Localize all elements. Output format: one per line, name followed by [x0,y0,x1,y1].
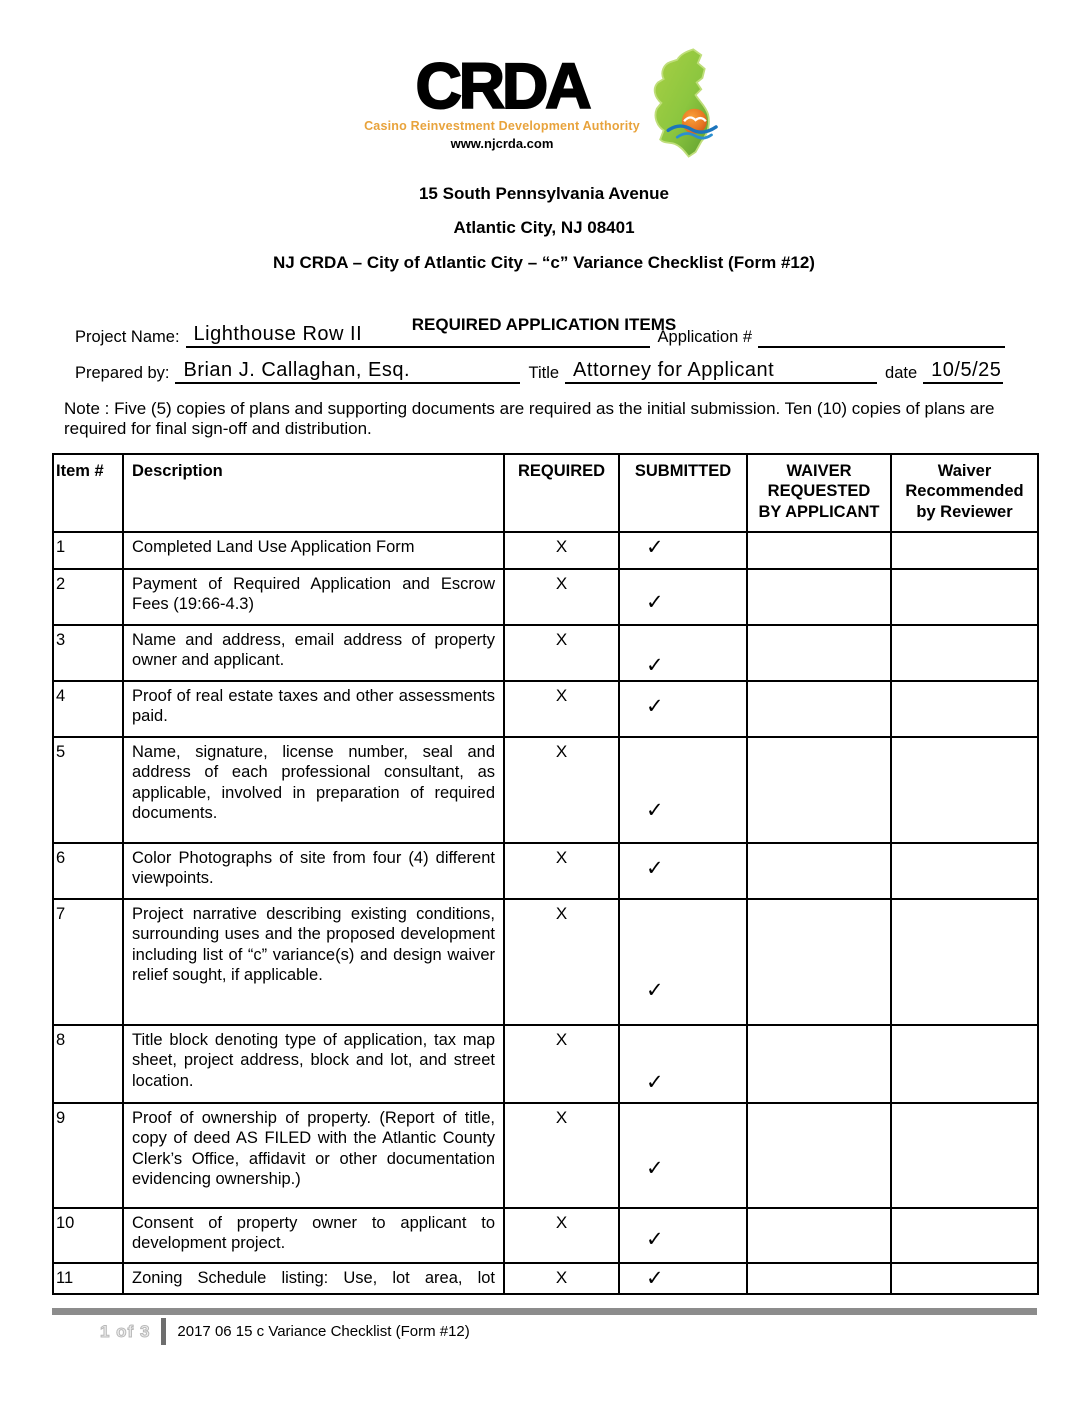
waiver-requested-cell [747,1208,891,1263]
waiver-recommended-cell [891,625,1038,681]
table-row [53,569,1038,625]
application-number-label: Application # [657,328,753,346]
required-mark: X [504,1103,619,1208]
waiver-recommended-cell [891,843,1038,899]
required-mark: X [504,899,619,1025]
crda-logo [0,0,1088,170]
waiver-requested-cell [747,1103,891,1208]
section-heading: REQUIRED APPLICATION ITEMS [411,315,677,334]
item-description: Project narrative describing existing conditions, surrounding uses and the proposed development including list of “c” variance(s) and design waiver relief sought, if applicable. [123,899,504,1025]
footer [100,1318,1088,1346]
waiver-requested-cell [747,1263,891,1294]
copies-note: Note : Five (5) copies of plans and supporting documents are required as the initial submission. Ten (10) copies of plans are required for final sign-off and distribution. [64,399,995,439]
waiver-recommended-cell [891,899,1038,1025]
checklist-table [52,453,1039,1295]
submitted-check-mark: ✓ [619,1025,747,1103]
column-header-submitted: SUBMITTED [619,454,747,532]
item-number: 4 [53,681,123,737]
address-line-1: 15 South Pennsylvania Avenue [418,184,670,203]
footer-divider-bar [52,1308,1037,1315]
checklist-body [53,532,1038,1294]
waiver-requested-cell [747,899,891,1025]
waiver-recommended-cell [891,1208,1038,1263]
waiver-requested-cell [747,625,891,681]
column-header-item: Item # [53,454,123,532]
new-jersey-state-icon [642,46,724,160]
title-label: Title [528,364,560,382]
application-number-value [758,345,766,346]
item-number: 11 [53,1263,123,1294]
required-mark: X [504,1263,619,1294]
address-line-2: Atlantic City, NJ 08401 [453,218,635,237]
prepared-by-label: Prepared by: [75,364,170,382]
footer-file-label: 2017 06 15 c Variance Checklist (Form #12) [177,1323,470,1341]
waiver-requested-cell [747,843,891,899]
required-mark: X [504,625,619,681]
item-number: 2 [53,569,123,625]
crda-logo-tagline: Casino Reinvestment Development Authority [364,119,640,133]
item-description: Proof of real estate taxes and other assessments paid. [123,681,504,737]
table-row [53,1208,1038,1263]
prepared-by-field [175,357,520,384]
checklist-header [53,454,1038,532]
item-number: 6 [53,843,123,899]
column-header-description: Description [123,454,504,532]
table-row [53,843,1038,899]
waiver-requested-cell [747,532,891,569]
waiver-requested-cell [747,569,891,625]
required-mark: X [504,681,619,737]
item-number: 5 [53,737,123,843]
footer-vertical-divider [161,1318,166,1345]
table-row [53,737,1038,843]
prepared-by-value: Brian J. Callaghan, Esq. [183,359,411,381]
submitted-check-mark: ✓ [619,737,747,843]
page-number: 1 of 3 [100,1321,151,1341]
title-field [565,357,877,384]
date-value: 10/5/25 [931,359,1002,381]
crda-logo-acronym: CRDA [415,50,589,122]
item-description: Zoning Schedule listing: Use, lot area, lot [123,1263,504,1294]
waiver-requested-cell [747,1025,891,1103]
submitted-check-mark: ✓ [619,569,747,625]
item-number: 3 [53,625,123,681]
required-mark: X [504,843,619,899]
project-name-field [186,321,650,348]
project-name-label: Project Name: [75,328,180,346]
item-number: 1 [53,532,123,569]
crda-logo-website: www.njcrda.com [450,136,554,151]
submitted-check-mark: ✓ [619,843,747,899]
item-number: 8 [53,1025,123,1103]
column-header-waiver-recommended: Waiver Recommended by Reviewer [891,454,1038,532]
waiver-recommended-cell [891,1263,1038,1294]
column-header-required: REQUIRED [504,454,619,532]
project-name-line [75,321,1088,348]
submitted-check-mark: ✓ [619,1103,747,1208]
prepared-by-line [75,357,1088,384]
table-row [53,899,1038,1025]
document-title: NJ CRDA – City of Atlantic City – “c” Variance Checklist (Form #12) [273,253,815,272]
waiver-recommended-cell [891,1025,1038,1103]
project-name-value: Lighthouse Row II [193,323,363,345]
table-row [53,1263,1038,1294]
table-row [53,1103,1038,1208]
waiver-recommended-cell [891,569,1038,625]
item-number: 10 [53,1208,123,1263]
table-row [53,1025,1038,1103]
submitted-check-mark: ✓ [619,1208,747,1263]
waiver-recommended-cell [891,532,1038,569]
item-description: Consent of property owner to applicant to development project. [123,1208,504,1263]
date-field [923,357,1003,384]
item-description: Color Photographs of site from four (4) different viewpoints. [123,843,504,899]
item-description: Name and address, email address of property owner and applicant. [123,625,504,681]
date-label: date [885,364,918,382]
required-mark: X [504,569,619,625]
item-description: Title block denoting type of application, tax map sheet, project address, block and lot, and street location. [123,1025,504,1103]
submitted-check-mark: ✓ [619,899,747,1025]
submitted-check-mark: ✓ [619,1263,747,1294]
table-row [53,625,1038,681]
required-mark: X [504,1208,619,1263]
required-mark: X [504,1025,619,1103]
submitted-check-mark: ✓ [619,532,747,569]
table-row [53,681,1038,737]
waiver-recommended-cell [891,1103,1038,1208]
item-description: Payment of Required Application and Escrow Fees (19:66-4.3) [123,569,504,625]
item-description: Name, signature, license number, seal and address of each professional consultant, as applicable, involved in preparation of required documents. [123,737,504,843]
submitted-check-mark: ✓ [619,625,747,681]
submitted-check-mark: ✓ [619,681,747,737]
item-number: 7 [53,899,123,1025]
waiver-requested-cell [747,737,891,843]
waiver-requested-cell [747,681,891,737]
column-header-waiver-requested: WAIVER REQUESTED BY APPLICANT [747,454,891,532]
item-number: 9 [53,1103,123,1208]
item-description: Completed Land Use Application Form [123,532,504,569]
waiver-recommended-cell [891,681,1038,737]
required-mark: X [504,532,619,569]
required-mark: X [504,737,619,843]
table-row [53,532,1038,569]
application-number-field [758,321,1005,348]
waiver-recommended-cell [891,737,1038,843]
item-description: Proof of ownership of property. (Report of title, copy of deed AS FILED with the Atlantic County Clerk’s Office, affidavit or other documentation evidencing ownership.) [123,1103,504,1208]
title-value: Attorney for Applicant [573,359,775,381]
